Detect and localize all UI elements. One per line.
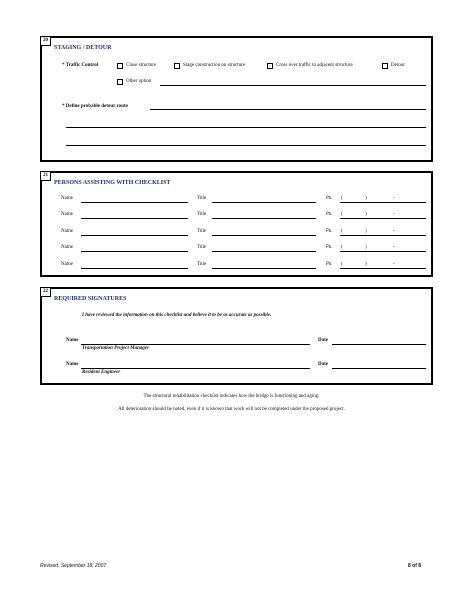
title-field[interactable] bbox=[212, 202, 316, 203]
title-field[interactable] bbox=[212, 268, 316, 269]
note-line-2: All deterioration should be noted, even if it is known that work will not be completed under the proposed project. bbox=[118, 407, 345, 412]
other-option-label: Other option bbox=[126, 79, 152, 84]
phone-close: ) bbox=[365, 245, 367, 250]
other-option-checkbox[interactable] bbox=[117, 79, 123, 85]
phone-close: ) bbox=[365, 262, 367, 267]
phone-open: ( bbox=[341, 229, 343, 234]
phone-label: Ph. bbox=[326, 229, 333, 234]
close-structure-checkbox[interactable] bbox=[117, 63, 123, 69]
traffic-control-label: * Traffic Control bbox=[62, 63, 99, 68]
name-field[interactable] bbox=[81, 268, 188, 269]
detour-checkbox[interactable] bbox=[382, 63, 388, 69]
phone-close: ) bbox=[365, 212, 367, 217]
detour-route-field-3[interactable] bbox=[66, 145, 426, 146]
signer1-name-label: Name bbox=[66, 338, 79, 343]
phone-dash: - bbox=[393, 229, 395, 234]
detour-label: Detour bbox=[391, 63, 405, 68]
stage-construction-label: Stage construction on structure bbox=[183, 63, 246, 68]
signer2-date-label: Date bbox=[318, 362, 328, 367]
name-label: Name bbox=[61, 196, 73, 201]
section-staging-detour bbox=[40, 36, 433, 162]
signer1-date-label: Date bbox=[318, 338, 328, 343]
phone-label: Ph. bbox=[326, 262, 333, 267]
detour-route-label: * Define probable detour route bbox=[62, 104, 128, 109]
phone-field[interactable] bbox=[340, 268, 426, 269]
signer2-date-field[interactable] bbox=[332, 368, 426, 369]
title-field[interactable] bbox=[212, 251, 316, 252]
section-number: 20 bbox=[41, 37, 51, 46]
section-number: 22 bbox=[41, 288, 51, 297]
phone-open: ( bbox=[341, 196, 343, 201]
revised-date: Revised: September 18, 2007 bbox=[40, 563, 107, 569]
section-title: REQUIRED SIGNATURES bbox=[54, 296, 127, 302]
signer2-name-field[interactable] bbox=[81, 368, 310, 369]
note-line-1: The structural rehabilitation checklist indicates how the bridge is functioning and aging. bbox=[143, 394, 320, 399]
phone-open: ( bbox=[341, 262, 343, 267]
title-field[interactable] bbox=[212, 218, 316, 219]
other-option-field[interactable] bbox=[160, 85, 426, 86]
phone-dash: - bbox=[393, 196, 395, 201]
cross-over-traffic-checkbox[interactable] bbox=[267, 63, 273, 69]
section-title: STAGING / DETOUR bbox=[54, 45, 112, 51]
name-label: Name bbox=[61, 229, 73, 234]
name-label: Name bbox=[61, 212, 73, 217]
signer2-name-label: Name bbox=[66, 362, 79, 367]
stage-construction-checkbox[interactable] bbox=[174, 63, 180, 69]
name-label: Name bbox=[61, 262, 73, 267]
page-number: 8 of 8 bbox=[408, 563, 422, 569]
signer1-name-field[interactable] bbox=[81, 344, 310, 345]
name-field[interactable] bbox=[81, 202, 188, 203]
phone-dash: - bbox=[393, 212, 395, 217]
phone-dash: - bbox=[393, 245, 395, 250]
title-field[interactable] bbox=[212, 235, 316, 236]
phone-label: Ph. bbox=[326, 196, 333, 201]
phone-open: ( bbox=[341, 212, 343, 217]
title-label: Title bbox=[197, 229, 207, 234]
section-title: PERSONS ASSISTING WITH CHECKLIST bbox=[54, 180, 171, 186]
phone-field[interactable] bbox=[340, 218, 426, 219]
name-field[interactable] bbox=[81, 218, 188, 219]
phone-field[interactable] bbox=[340, 235, 426, 236]
close-structure-label: Close structure bbox=[126, 63, 157, 68]
title-label: Title bbox=[197, 245, 207, 250]
title-label: Title bbox=[197, 196, 207, 201]
section-persons-assisting bbox=[40, 171, 433, 277]
signer1-role: Transportation Project Manager bbox=[82, 346, 150, 351]
detour-route-field-2[interactable] bbox=[66, 127, 426, 128]
phone-close: ) bbox=[365, 229, 367, 234]
name-field[interactable] bbox=[81, 235, 188, 236]
review-statement: I have reviewed the information on this checklist and believe it to be as accurate as possible. bbox=[82, 313, 272, 318]
title-label: Title bbox=[197, 262, 207, 267]
phone-field[interactable] bbox=[340, 251, 426, 252]
phone-close: ) bbox=[365, 196, 367, 201]
phone-open: ( bbox=[341, 245, 343, 250]
detour-route-field-1[interactable] bbox=[150, 109, 426, 110]
phone-field[interactable] bbox=[340, 202, 426, 203]
cross-over-traffic-label: Cross over traffic to adjacent structure bbox=[276, 63, 353, 68]
name-label: Name bbox=[61, 245, 73, 250]
signer1-date-field[interactable] bbox=[332, 344, 426, 345]
section-number: 21 bbox=[41, 172, 51, 181]
phone-label: Ph. bbox=[326, 212, 333, 217]
phone-dash: - bbox=[393, 262, 395, 267]
title-label: Title bbox=[197, 212, 207, 217]
signer2-role: Resident Engineer bbox=[82, 370, 121, 375]
phone-label: Ph. bbox=[326, 245, 333, 250]
name-field[interactable] bbox=[81, 251, 188, 252]
